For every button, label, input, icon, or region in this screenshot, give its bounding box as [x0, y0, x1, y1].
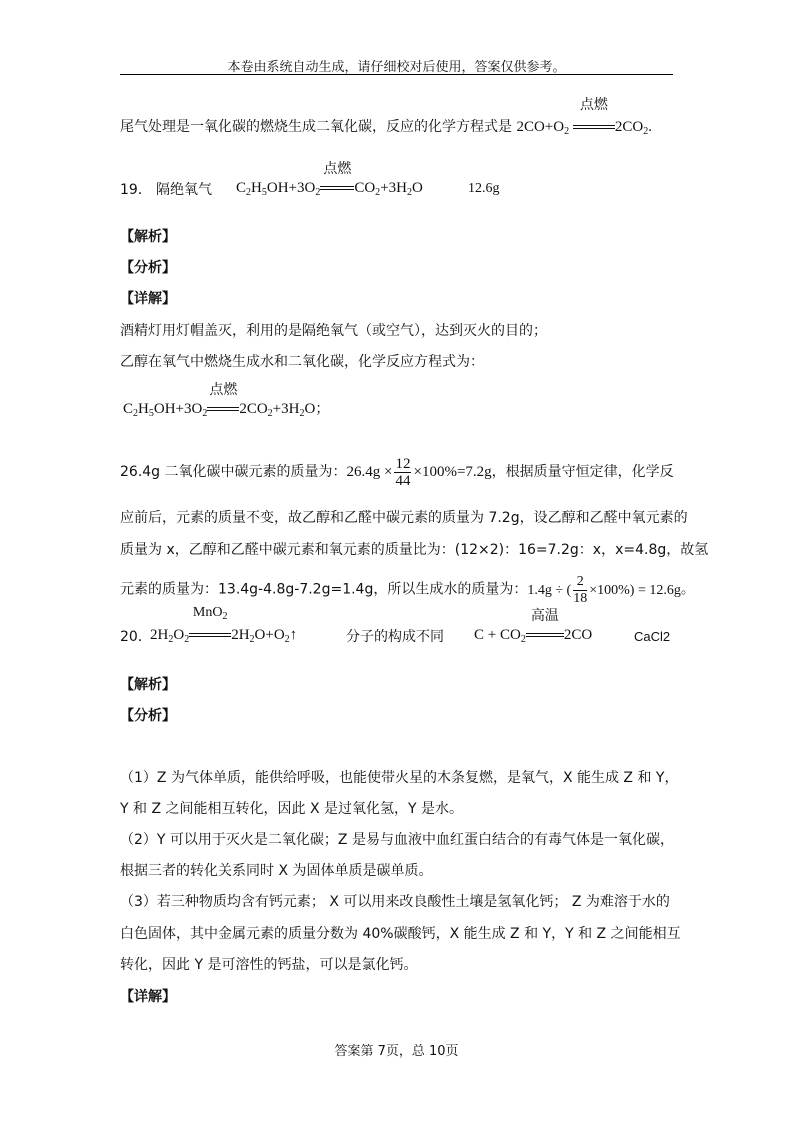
- q19-answer-3: 12.6g: [468, 181, 500, 196]
- q20-line-4: 根据三者的转化关系同时 X 为固体单质是碳单质。: [120, 863, 433, 879]
- q19-para-6: 元素的质量为：13.4g-4.8g-7.2g=1.4g，所以生成水的质量为：1.4g ÷ ( $\frac{2}{18}$ ×100%) = 12.6g。: [120, 574, 695, 606]
- q19-tag-xiangjie: 【详解】: [120, 291, 176, 307]
- reaction-arrow: [207, 382, 239, 418]
- page-header: 本卷由系统自动生成，请仔细校对后使用，答案仅供参考。: [227, 60, 566, 75]
- q19-number: 19．: [120, 182, 152, 198]
- q20-line-1: （1）Z 为气体单质，能供给呼吸，也能使带火星的木条复燃，是氧气，X 能生成 Z 和 Y，: [120, 770, 679, 786]
- q20-line-2: Y 和 Z 之间能相互转化，因此 X 是过氧化氢，Y 是水。: [120, 801, 463, 817]
- q19-equation: $C_2H_5OH+3O_2$ 点燃 $CO_2+3H_2O$: [236, 180, 423, 197]
- q20-line-5: （3）若三种物质均含有钙元素； X 可以用来改良酸性土壤是氢氧化钙； Z 为难溶于水的: [120, 894, 670, 910]
- reaction-condition: 点燃: [579, 97, 608, 113]
- q19-para-2: 乙醇在氧气中燃烧生成水和二氧化碳，化学反应方程式为：: [120, 354, 484, 370]
- reaction-condition: 点燃: [323, 161, 352, 177]
- reaction-arrow: [573, 97, 615, 136]
- q19-para-4: 应前后，元素的质量不变，故乙醇和乙醛中碳元素的质量为 7.2g，设乙醇和乙醛中氧元素的: [120, 510, 688, 526]
- q20-line-6: 白色固体，其中金属元素的质量分数为 40%碳酸钙，X 能生成 Z 和 Y，Y 和 Z 之间能相互: [120, 926, 681, 942]
- q20-number: 20．: [120, 629, 152, 645]
- q20-answer-4: CaCl2: [634, 629, 671, 644]
- fraction-2-18: $\frac{2}{18}$: [573, 574, 588, 606]
- tail-gas-equation: $2CO+O_2$ 点燃 $2CO_2$.: [516, 97, 652, 137]
- reaction-condition: 点燃: [209, 382, 238, 398]
- tail-gas-line: [120, 97, 652, 137]
- q19-para-5: 质量为 x，乙醇和乙醛中碳元素和氧元素的质量比为：(12×2)：16=7.2g：x，x=4.8g，故氢: [120, 542, 709, 558]
- reaction-arrow: [526, 608, 564, 644]
- q20-equation-2: $C + CO_2$ 高温 2CO: [474, 627, 592, 644]
- q19-answer-1: 隔绝氧气: [156, 182, 212, 198]
- tail-gas-text: 尾气处理是一氧化碳的燃烧生成二氧化碳，反应的化学方程式是: [120, 119, 512, 135]
- q19-para-1: 酒精灯用灯帽盖灭，利用的是隔绝氧气（或空气），达到灭火的目的；: [120, 323, 547, 339]
- reaction-condition: 高温: [530, 608, 559, 624]
- q20-tag-fenxi: 【分析】: [120, 708, 176, 724]
- q19-equation-2: $C_2H_5OH+3O_2$ 点燃 $2CO_2+3H_2O$；: [123, 398, 329, 418]
- q20-tag-jiexi: 【解析】: [120, 677, 176, 693]
- q20-line-3: （2）Y 可以用于灭火是二氧化碳；Z 是易与血液中血红蛋白结合的有毒气体是一氧化碳，: [120, 832, 674, 848]
- q20-equation-1: $2H_2O_2$ MnO$_2$ $2H_2O+O_2↑$: [150, 605, 298, 645]
- header-divider: [120, 74, 673, 75]
- reaction-arrow: [189, 605, 231, 644]
- reaction-arrow: [320, 161, 354, 197]
- fraction-12-44: $\frac{12}{44}$: [395, 456, 411, 489]
- page-footer: 答案第 7页，总 10页: [334, 1044, 459, 1059]
- q19-tag-jiexi: 【解析】: [120, 229, 176, 245]
- q20-tag-xiangjie: 【详解】: [120, 989, 176, 1005]
- q19-tag-fenxi: 【分析】: [120, 260, 176, 276]
- q19-para-3: 26.4g 二氧化碳中碳元素的质量为：26.4g × $\frac{12}{44}$ ×100%=7.2g，根据质量守恒定律，化学反: [120, 456, 674, 489]
- reaction-condition: MnO$_2$: [192, 605, 228, 622]
- q20-line-7: 转化，因此 Y 是可溶性的钙盐，可以是氯化钙。: [120, 957, 418, 973]
- q20-answer-2: 分子的构成不同: [346, 629, 444, 645]
